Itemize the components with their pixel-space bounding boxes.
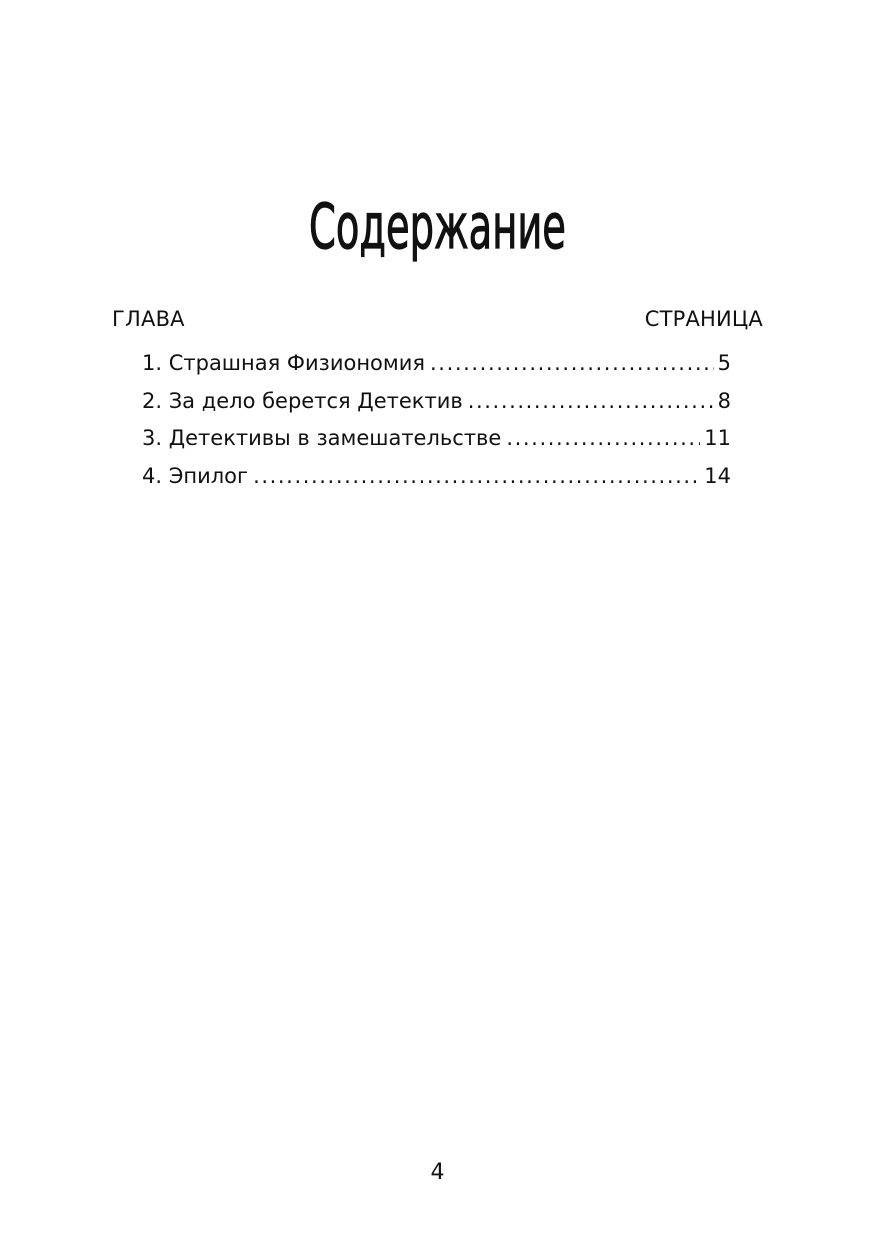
toc-entry-label: 2. За дело берется Детектив <box>142 388 463 413</box>
page-number: 4 <box>430 1160 445 1185</box>
page-column-header: СТРАНИЦА <box>644 307 763 331</box>
toc-entry-label: 4. Эпилог <box>142 464 249 489</box>
toc-leader-dots <box>430 346 714 380</box>
toc-entry-page: 11 <box>704 426 731 451</box>
toc-entry-page: 14 <box>704 464 731 489</box>
toc-entry-page: 5 <box>717 351 731 375</box>
toc-entry <box>142 346 731 384</box>
table-of-contents <box>142 346 731 497</box>
toc-entry-label: 3. Детективы в замешательстве <box>142 426 502 451</box>
toc-leader-dots <box>468 384 714 418</box>
toc-leader-dots <box>253 459 700 493</box>
page-title: Содержание <box>309 190 566 263</box>
toc-entry-label: 1. Страшная Физиономия <box>142 351 426 375</box>
chapter-column-header: ГЛАВА <box>112 307 185 331</box>
toc-entry <box>142 421 731 459</box>
toc-entry-page: 8 <box>717 388 731 413</box>
toc-entry <box>142 459 731 497</box>
toc-entry <box>142 384 731 422</box>
toc-leader-dots <box>506 421 700 455</box>
